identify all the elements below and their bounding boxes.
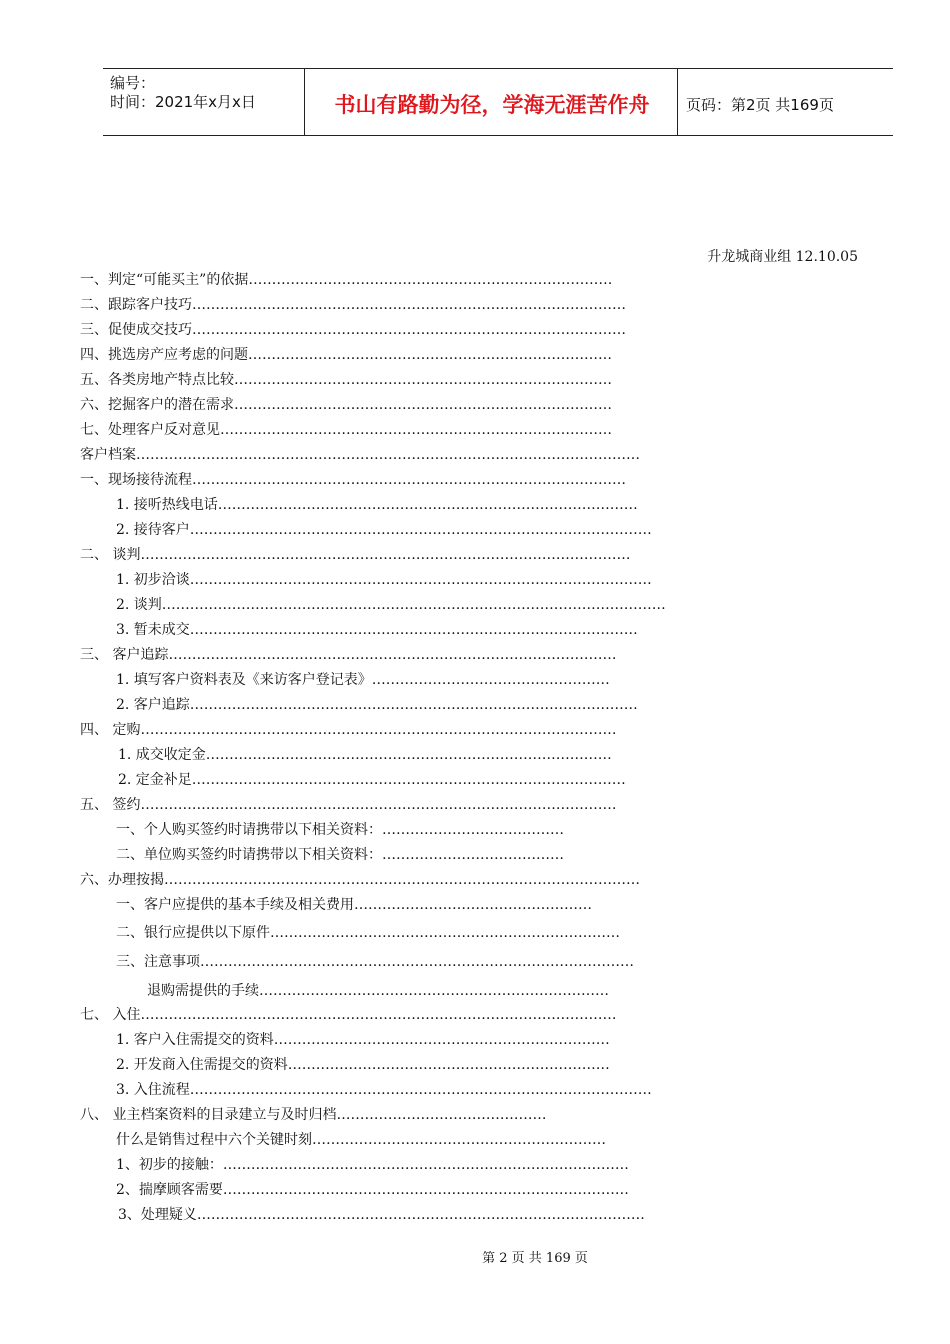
document-time-label: 时间：2021年x月x日 xyxy=(110,93,256,111)
toc-entry[interactable]: 三、注意事项………………………………………………………………………………… xyxy=(116,954,634,970)
toc-entry[interactable]: 1. 填写客户资料表及《来访客户登记表》…………………………………………… xyxy=(116,672,610,688)
toc-entry[interactable]: 一、个人购买签约时请携带以下相关资料：………………………………… xyxy=(116,822,564,838)
toc-entry[interactable]: 六、挖掘客户的潜在需求……………………………………………………………………… xyxy=(80,397,612,413)
toc-entry[interactable]: 2. 谈判……………………………………………………………………………………………… xyxy=(116,597,666,613)
toc-entry[interactable]: 七、 入住………………………………………………………………………………………… xyxy=(80,1007,617,1023)
toc-entry[interactable]: 退购需提供的手续………………………………………………………………… xyxy=(147,983,609,999)
toc-entry[interactable]: 一、现场接待流程………………………………………………………………………………… xyxy=(80,472,626,488)
header-divider-left xyxy=(304,68,305,136)
toc-entry[interactable]: 三、 客户追踪…………………………………………………………………………………… xyxy=(80,647,617,663)
toc-entry[interactable]: 四、 定购………………………………………………………………………………………… xyxy=(80,722,617,738)
toc-entry[interactable]: 一、判定“可能买主”的依据…………………………………………………………………… xyxy=(80,272,613,288)
author-date-line: 升龙城商业组 12.10.05 xyxy=(707,249,858,265)
toc-entry[interactable]: 二、跟踪客户技巧………………………………………………………………………………… xyxy=(80,297,626,313)
toc-entry[interactable]: 二、银行应提供以下原件………………………………………………………………… xyxy=(116,925,620,941)
toc-entry[interactable]: 2. 定金补足………………………………………………………………………………… xyxy=(118,772,626,788)
page-footer: 第 2 页 共 169 页 xyxy=(482,1251,588,1266)
toc-entry[interactable]: 六、办理按揭………………………………………………………………………………………… xyxy=(80,872,640,888)
toc-entry[interactable]: 一、客户应提供的基本手续及相关费用…………………………………………… xyxy=(116,897,592,913)
toc-entry[interactable]: 3、处理疑义…………………………………………………………………………………… xyxy=(118,1207,645,1223)
toc-entry[interactable]: 二、单位购买签约时请携带以下相关资料：………………………………… xyxy=(116,847,564,863)
page-number-label: 页码：第2页 共169页 xyxy=(686,96,834,114)
toc-entry[interactable]: 五、 签约………………………………………………………………………………………… xyxy=(80,797,617,813)
toc-entry[interactable]: 2、揣摩顾客需要…………………………………………………………………………… xyxy=(116,1182,629,1198)
toc-entry[interactable]: 1. 成交收定金…………………………………………………………………………… xyxy=(118,747,612,763)
toc-entry[interactable]: 三、促使成交技巧………………………………………………………………………………… xyxy=(80,322,626,338)
toc-entry[interactable]: 2. 开发商入住需提交的资料…………………………………………………………… xyxy=(116,1057,610,1073)
toc-entry[interactable]: 1. 客户入住需提交的资料……………………………………………………………… xyxy=(116,1032,610,1048)
toc-entry[interactable]: 1. 接听热线电话……………………………………………………………………………… xyxy=(116,497,638,513)
toc-entry[interactable]: 二、 谈判…………………………………………………………………………………………… xyxy=(80,547,631,563)
toc-entry[interactable]: 1. 初步洽谈……………………………………………………………………………………… xyxy=(116,572,652,588)
document-code-label: 编号： xyxy=(110,74,156,92)
toc-entry[interactable]: 四、挑选房产应考虑的问题…………………………………………………………………… xyxy=(80,347,612,363)
toc-entry[interactable]: 客户档案……………………………………………………………………………………………… xyxy=(80,447,640,463)
toc-entry[interactable]: 2. 客户追踪…………………………………………………………………………………… xyxy=(116,697,638,713)
toc-entry[interactable]: 五、各类房地产特点比较……………………………………………………………………… xyxy=(80,372,612,388)
toc-entry[interactable]: 2. 接待客户……………………………………………………………………………………… xyxy=(116,522,652,538)
header-motto: 书山有路勤为径，学海无涯苦作舟 xyxy=(334,93,650,117)
toc-entry[interactable]: 七、处理客户反对意见………………………………………………………………………… xyxy=(80,422,612,438)
toc-entry[interactable]: 3. 暂未成交…………………………………………………………………………………… xyxy=(116,622,638,638)
toc-entry[interactable]: 3. 入住流程……………………………………………………………………………………… xyxy=(116,1082,652,1098)
header-top-rule xyxy=(103,68,893,69)
toc-entry[interactable]: 什么是销售过程中六个关键时刻……………………………………………………… xyxy=(116,1132,606,1148)
header-bottom-rule xyxy=(103,135,893,136)
toc-entry[interactable]: 八、 业主档案资料的目录建立与及时归档……………………………………… xyxy=(80,1107,547,1123)
toc-entry[interactable]: 1、初步的接触：…………………………………………………………………………… xyxy=(116,1157,629,1173)
